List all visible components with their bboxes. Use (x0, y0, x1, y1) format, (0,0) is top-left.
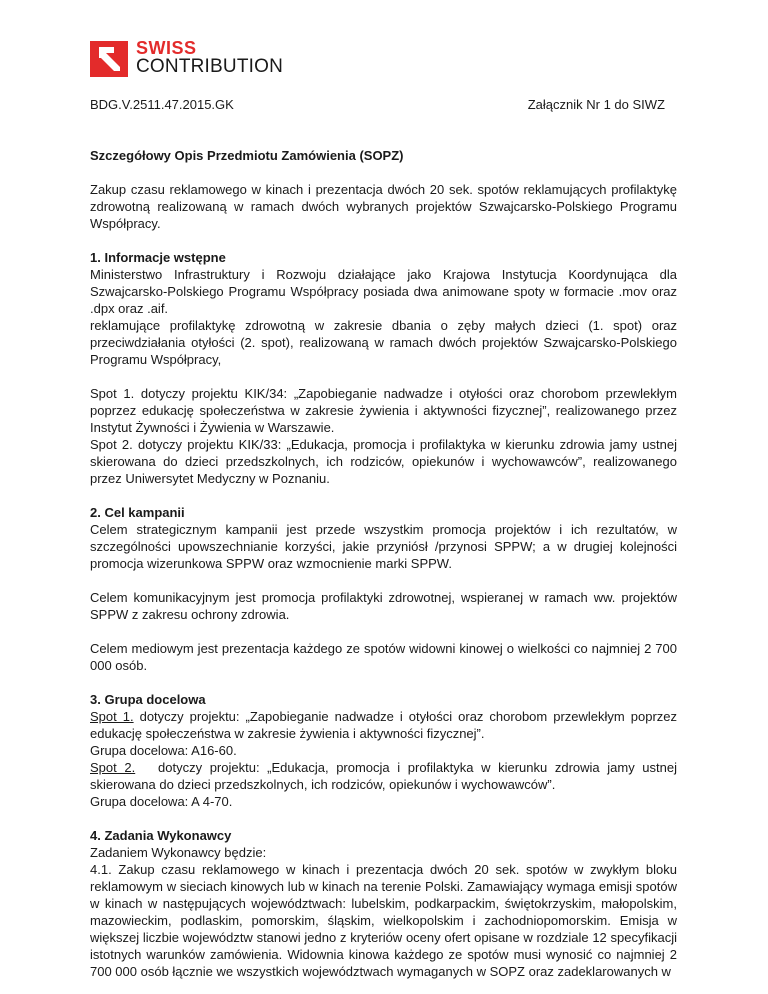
section-1-paragraph-4: Spot 2. dotyczy projektu KIK/33: „Edukacja, promocja i profilaktyka w kierunku zdrowia jamy ustnej skierowana do dzieci przedszkolnych, ich rodziców, opiekunów i wychowawców”, realizowanego przez Uniwersytet Medyczny w Poznaniu. (90, 437, 677, 486)
swiss-cross-icon (90, 41, 128, 77)
document-header (90, 96, 677, 113)
document-title: Szczegółowy Opis Przedmiotu Zamówienia (SOPZ) (90, 148, 404, 163)
section-2-paragraph-1: Celem strategicznym kampanii jest przede wszystkim promocja projektów i ich rezultatów, w szczególności upowszechnianie korzyści, jakie przyniósł /przynosi SPPW; a w drugiej kolejności promocja wizerunkowa SPPW oraz wzmocnienie marki SPPW. (90, 522, 677, 571)
spot-1-label: Spot 1. (90, 709, 134, 724)
section-2-paragraph-2: Celem komunikacyjnym jest promocja profilaktyki zdrowotnej, wspieranej w ramach ww. projektów SPPW z zakresu ochrony zdrowia. (90, 590, 677, 622)
document-body (90, 94, 681, 980)
intro-paragraph: Zakup czasu reklamowego w kinach i prezentacja dwóch 20 sek. spotów reklamujących profilaktykę zdrowotną realizowaną w ramach dwóch wybranych projektów Szwajcarsko-Polskiego Programu Współpracy. (90, 182, 677, 231)
section-4-lead: Zadaniem Wykonawcy będzie: (90, 845, 267, 860)
spot-1-target-group: Grupa docelowa: A16-60. (90, 743, 237, 758)
section-3-heading: 3. Grupa docelowa (90, 692, 206, 707)
logo-text-contribution: CONTRIBUTION (136, 56, 284, 77)
spot-2-label: Spot 2. (90, 760, 136, 775)
section-2-heading: 2. Cel kampanii (90, 505, 185, 520)
section-4-paragraph-1: 4.1. Zakup czasu reklamowego w kinach i prezentacja dwóch 20 sek. spotów w zwykłym bloku reklamowym w sieciach kinowych lub w kinach na terenie Polski. Zamawiający wymaga emisji spotów w kinach w następujących województwach: lubelskim, podkarpackim, świętokrzyskim, małopolskim, mazowieckim, podlaskim, pomorskim, śląskim, wielkopolskim i zachodniopomorskim. Emisja w większej liczbie województw stanowi jedno z kryteriów oceny ofert opisane w rozdziale 12 specyfikacji istotnych warunków zamówienia. Widownia kinowa każdego ze spotów musi wynosić co najmniej 2 700 000 osób łącznie we wszystkich województwach wymaganych w SOPZ oraz zadeklarowanych w (90, 862, 677, 979)
section-3 (90, 691, 681, 810)
section-1-paragraph-1: Ministerstwo Infrastruktury i Rozwoju działające jako Krajowa Instytucja Koordynująca dla Szwajcarsko-Polskiego Programu Współpracy posiada dwa animowane spoty w formacie .mov oraz .dpx oraz .aif. (90, 267, 677, 316)
spot-1-text: dotyczy projektu: „Zapobieganie nadwadze i otyłości oraz chorobom przewlekłym poprzez edukację społeczeństwa w zakresie żywienia i aktywności fizycznej”. (90, 709, 678, 741)
logo-text-swiss: SWISS (136, 38, 197, 58)
spot-2-description (90, 759, 681, 793)
spot-2-target-group: Grupa docelowa: A 4-70. (90, 794, 233, 809)
section-1-heading: 1. Informacje wstępne (90, 250, 226, 265)
section-1-paragraph-3: Spot 1. dotyczy projektu KIK/34: „Zapobieganie nadwadze i otyłości oraz chorobom przewlekłym poprzez edukację społeczeństwa w zakresie żywienia i aktywności fizycznej”, realizowanego przez Instytut Żywności i Żywienia w Warszawie. (90, 386, 677, 435)
section-1 (90, 249, 677, 487)
section-2 (90, 504, 677, 674)
reference-number: BDG.V.2511.47.2015.GK (90, 97, 234, 112)
annex-label: Załącznik Nr 1 do SIWZ (527, 97, 665, 112)
section-4 (90, 827, 677, 980)
spot-2-text: dotyczy projektu: „Edukacja, promocja i profilaktyka w kierunku zdrowia jamy ustnej skierowana do dzieci przedszkolnych, ich rodziców, opiekunów i wychowawców”. (90, 760, 681, 792)
spot-1-description (90, 708, 677, 742)
section-2-paragraph-3: Celem mediowym jest prezentacja każdego ze spotów widowni kinowej o wielkości co najmniej 2 700 000 osób. (90, 641, 677, 673)
section-4-heading: 4. Zadania Wykonawcy (90, 828, 232, 843)
section-1-paragraph-2: reklamujące profilaktykę zdrowotną w zakresie dbania o zęby małych dzieci (1. spot) oraz przeciwdziałania otyłości (2. spot), realizowaną w ramach dwóch projektów Szwajcarsko-Polskiego Programu Współpracy, (90, 318, 677, 367)
